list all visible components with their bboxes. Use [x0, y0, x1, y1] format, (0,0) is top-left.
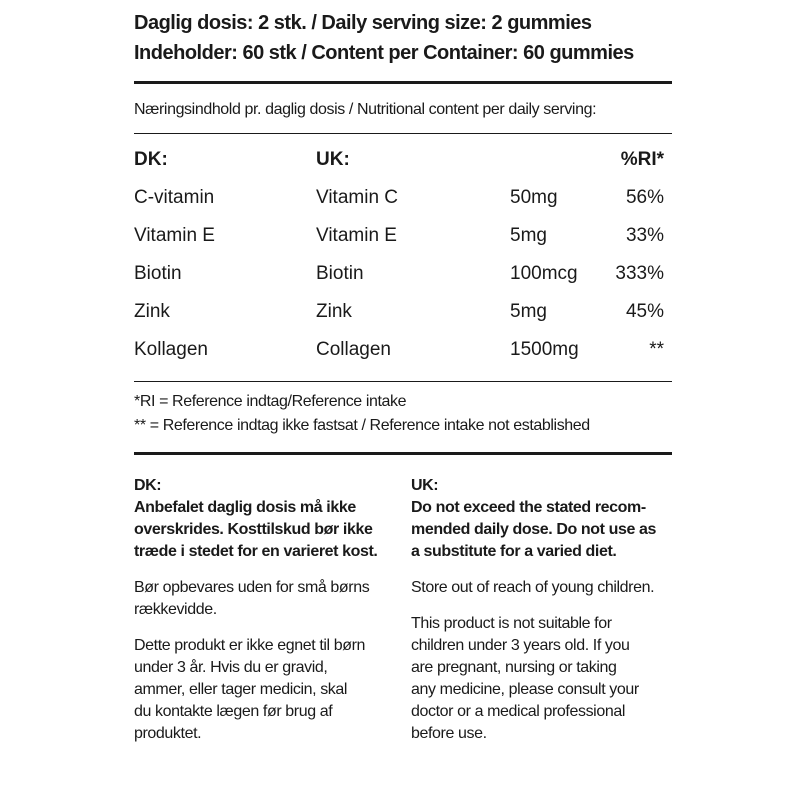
- warnings-dk-dose-warning: Anbefalet daglig dosis må ikke overskrides. Kosttilskud bør ikke træde i stedet for en varieret kost.: [134, 499, 378, 560]
- header-amount: [510, 141, 604, 179]
- nutrient-amount: 5mg: [510, 225, 547, 246]
- nutrient-dk: Vitamin E: [134, 225, 215, 246]
- nutrient-ri: 333%: [615, 263, 664, 284]
- nutrition-table: [134, 141, 664, 369]
- header-uk: UK:: [316, 149, 350, 170]
- nutrient-uk: Vitamin E: [316, 225, 397, 246]
- header-ri: %RI*: [620, 149, 664, 170]
- header-dk: DK:: [134, 149, 168, 170]
- nutrient-amount: 5mg: [510, 301, 547, 322]
- nutrient-ri: **: [649, 339, 664, 360]
- divider: [134, 452, 672, 455]
- divider: [134, 81, 672, 84]
- nutrient-uk: Zink: [316, 301, 352, 322]
- warnings-dk-suitability: Dette produkt er ikke egnet til børn under 3 år. Hvis du er gravid, ammer, eller tager medicin, skal du kontakte lægen før brug af produktet.: [134, 637, 366, 742]
- warnings-dk: [134, 475, 403, 745]
- nutrition-intro: Næringsindhold pr. daglig dosis / Nutritional content per daily serving:: [134, 101, 597, 118]
- nutrient-dk: C-vitamin: [134, 187, 215, 208]
- warnings-uk-dose-warning: Do not exceed the stated recom- mended daily dose. Do not use as a substitute for a varied diet.: [411, 499, 657, 560]
- divider: [134, 133, 672, 134]
- footnotes: [134, 390, 672, 438]
- nutrition-table-header: [134, 141, 664, 179]
- table-row: [134, 217, 664, 255]
- nutrient-uk: Collagen: [316, 339, 391, 360]
- nutrient-dk: Biotin: [134, 263, 182, 284]
- daily-serving-size: Daglig dosis: 2 stk. / Daily serving size: 2 gummies: [134, 12, 592, 34]
- footnote-not-established: ** = Reference indtag ikke fastsat / Reference intake not established: [134, 417, 590, 434]
- table-row: [134, 331, 664, 369]
- warnings-uk: [403, 475, 672, 745]
- nutrient-ri: 33%: [625, 225, 664, 246]
- warnings-dk-heading: DK:: [134, 477, 162, 494]
- nutrient-amount: 100mcg: [510, 263, 578, 284]
- serving-info: [134, 8, 672, 68]
- divider: [134, 381, 672, 382]
- supplement-label: [134, 8, 672, 745]
- table-row: [134, 255, 664, 293]
- warnings-uk-storage: Store out of reach of young children.: [411, 579, 655, 596]
- nutrient-amount: 50mg: [510, 187, 558, 208]
- nutrient-amount: 1500mg: [510, 339, 579, 360]
- nutrient-ri: 56%: [625, 187, 664, 208]
- table-row: [134, 179, 664, 217]
- warnings-uk-suitability: This product is not suitable for children under 3 years old. If you are pregnant, nursing or taking any medicine, please consult your doctor or a medical professional before use.: [411, 615, 639, 742]
- footnote-ri: *RI = Reference indtag/Reference intake: [134, 393, 407, 410]
- content-per-container: Indeholder: 60 stk / Content per Container: 60 gummies: [134, 42, 634, 64]
- nutrient-uk: Vitamin C: [316, 187, 399, 208]
- nutrient-dk: Zink: [134, 301, 170, 322]
- nutrient-ri: 45%: [625, 301, 664, 322]
- table-row: [134, 293, 664, 331]
- nutrient-dk: Kollagen: [134, 339, 208, 360]
- warnings-section: [134, 475, 672, 745]
- warnings-dk-storage: Bør opbevares uden for små børns rækkevidde.: [134, 579, 370, 618]
- nutrient-uk: Biotin: [316, 263, 364, 284]
- warnings-uk-heading: UK:: [411, 477, 439, 494]
